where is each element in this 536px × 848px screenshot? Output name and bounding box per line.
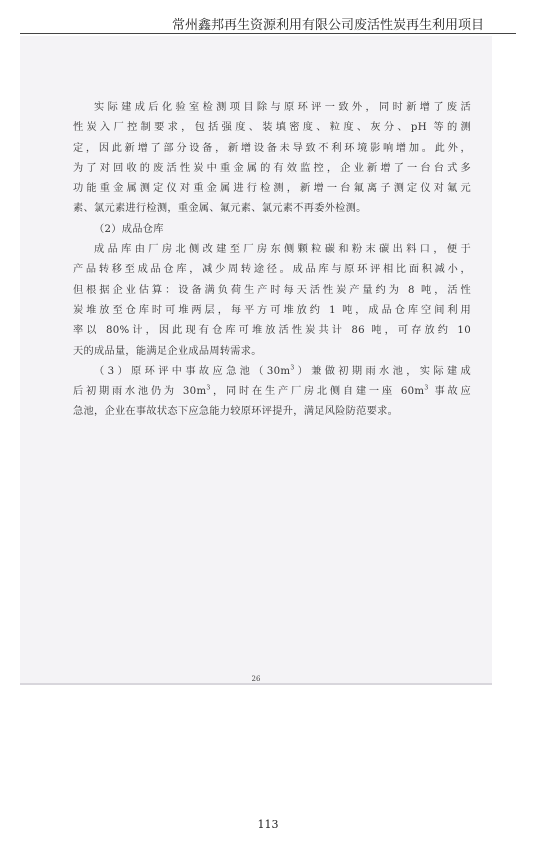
header-rule: [20, 33, 516, 34]
scan-edge: [20, 683, 492, 685]
text-line: 定，因此新增了部分设备，新增设备未导致不利环境影响增加。此外，: [73, 142, 471, 154]
text-run: 事故应: [428, 386, 471, 398]
heading-finished-goods-warehouse: （2）成品仓库: [94, 223, 164, 235]
text-line: 天的成品量，能满足企业成品周转需求。: [73, 345, 262, 357]
paragraph-lab-testing: [73, 98, 471, 220]
text-line: 率以 80%计，因此现有仓库可堆放活性炭共计 86 吨，可存放约 10: [73, 325, 471, 337]
text-line: 性炭入厂控制要求，包括强度、装填密度、粒度、灰分、pH 等的测: [73, 122, 471, 134]
text-line: [73, 362, 471, 382]
text-run: 后初期雨水池仍为 30m: [73, 386, 207, 398]
page-header: [20, 0, 516, 36]
text-line: 素、氯元素进行检测，重金属、氟元素、氯元素不再委外检测。: [73, 203, 367, 215]
text-line: [73, 382, 471, 402]
body-text: [73, 98, 471, 423]
text-line: 产品转移至成品仓库，减少周转途径。成品库与原环评相比面积减小，: [73, 264, 471, 276]
superscript: 3: [424, 384, 429, 392]
text-line: 为了对回收的废活性炭中重金属的有效监控，企业新增了一台台式多: [73, 162, 471, 174]
superscript: 3: [206, 384, 211, 392]
superscript: 3: [290, 364, 295, 372]
paragraph-warehouse: [73, 240, 471, 362]
text-run: （3）原环评中事故应急池（30m: [94, 365, 291, 377]
text-line: 急池，企业在事故状态下应急能力较原环评提升，满足风险防范要求。: [73, 406, 399, 418]
header-title: 常州鑫邦再生资源利用有限公司废活性炭再生利用项目: [171, 18, 484, 33]
text-line: 但根据企业估算：设备满负荷生产时每天活性炭产量约为 8 吨，活性: [73, 284, 471, 296]
text-run: ）兼做初期雨水池，实际建成: [294, 365, 471, 377]
text-line: 实际建成后化验室检测项目除与原环评一致外，同时新增了废活: [94, 102, 471, 113]
text-line: 炭堆放至仓库时可堆两层，每平方可堆放约 1 吨，成品仓库空间利用: [73, 304, 471, 316]
text-run: ，同时在生产厂房北侧自建一座 60m: [210, 386, 425, 398]
inner-page-number: 26: [251, 675, 261, 683]
page-number: 113: [257, 818, 279, 831]
section-heading: [73, 220, 471, 240]
text-line: 功能重金属测定仪对重金属进行检测，新增一台氟离子测定仪对氟元: [73, 183, 471, 195]
text-line: 成品库由厂房北侧改建至厂房东侧颗粒碳和粉末碳出料口，便于: [94, 244, 471, 256]
paragraph-emergency-pool: [73, 362, 471, 423]
